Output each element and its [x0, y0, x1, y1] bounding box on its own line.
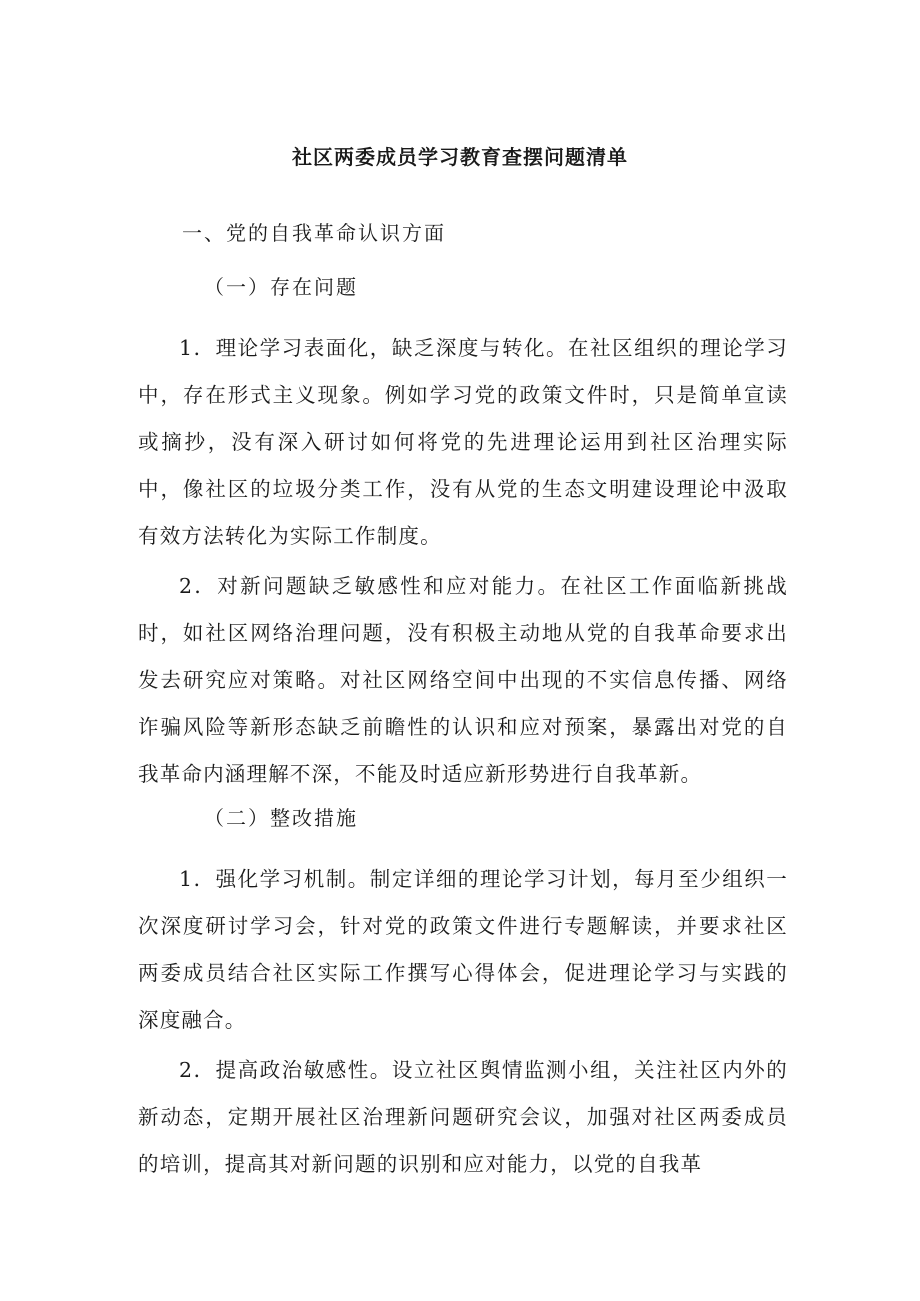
subsection-heading-measures: （二）整改措施 — [204, 806, 358, 830]
measure-item: 2．提高政治敏感性。设立社区舆情监测小组，关注社区内外的新动态，定期开展社区治理新问题研究会议，加强对社区两委成员的培训，提高其对新问题的识别和应对能力，以党的自我革 — [138, 1058, 788, 1176]
subsection-heading-problems: （一）存在问题 — [204, 275, 358, 299]
document-title: 社区两委成员学习教育查摆问题清单 — [292, 145, 628, 169]
section-heading: 一、党的自我革命认识方面 — [182, 221, 446, 245]
document-body — [138, 218, 788, 1188]
problem-item: 2．对新问题缺乏敏感性和应对能力。在社区工作面临新挑战时，如社区网络治理问题，没有积极主动地从党的自我革命要求出发去研究应对策略。对社区网络空间中出现的不实信息传播、网络诈骗风险等新形态缺乏前瞻性的认识和应对预案，暴露出对党的自我革命内涵理解不深，不能及时适应新形势进行自我革新。 — [138, 574, 788, 786]
measure-item: 1．强化学习机制。制定详细的理论学习计划，每月至少组织一次深度研讨学习会，针对党的政策文件进行专题解读，并要求社区两委成员结合社区实际工作撰写心得体会，促进理论学习与实践的深度融合。 — [138, 867, 788, 1032]
problem-item: 1．理论学习表面化，缺乏深度与转化。在社区组织的理论学习中，存在形式主义现象。例如学习党的政策文件时，只是简单宣读或摘抄，没有深入研讨如何将党的先进理论运用到社区治理实际中，像社区的垃圾分类工作，没有从党的生态文明建设理论中汲取有效方法转化为实际工作制度。 — [138, 336, 788, 548]
